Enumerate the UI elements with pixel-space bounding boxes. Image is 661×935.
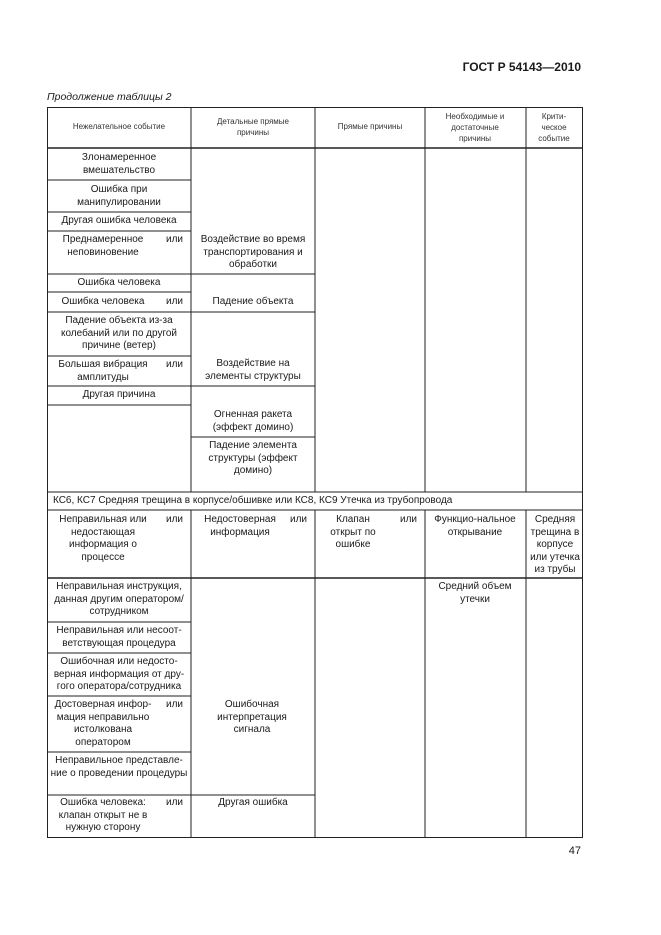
cell-s2-r4: Достоверная инфор-мация неправильно истолкована оператором xyxy=(54,699,152,748)
or-label: или xyxy=(166,514,184,525)
cell-s1-r6: Ошибка человека xyxy=(61,296,145,307)
or-label: или xyxy=(290,514,308,525)
cell-s2-c2-r1: Ошибочная интерпретация сигнала xyxy=(217,699,287,735)
cell-s2-r6: Ошибка человека: клапан открыт не в нужную сторону xyxy=(58,797,148,833)
cell-s1-r4: Преднамеренное неповиновение xyxy=(62,234,144,258)
or-label: или xyxy=(166,296,184,307)
column-header-undesired-event: Нежелательное событие xyxy=(72,122,166,131)
cell-s2-r2: Неправильная или несоот-ветствующая процедура xyxy=(56,625,182,649)
or-label: или xyxy=(166,797,184,808)
s2-header-col5: Средняя трещина в корпусе или утечка из трубы xyxy=(530,514,580,575)
page-number: 47 xyxy=(568,845,581,857)
cell-s2-r3: Ошибочная или недосто-верная информация от дру-гого оператора/сотрудника xyxy=(53,656,185,692)
cell-s2-c2-r2: Другая ошибка xyxy=(218,797,288,808)
column-header-direct-causes: Прямые причины xyxy=(337,122,403,131)
cell-s2-r1: Неправильная инструкция, данная другим оператором/ сотрудником xyxy=(54,581,184,617)
table-caption: Продолжение таблицы 2 xyxy=(47,91,172,103)
document-code: ГОСТ Р 54143—2010 xyxy=(462,60,581,74)
cell-s1-c2-r4: Огненная ракета (эффект домино) xyxy=(212,409,294,433)
s2-header-col1: Неправильная или недостающая информация о процессе xyxy=(59,514,147,563)
cell-s1-r8: Большая вибрация амплитуды xyxy=(58,359,148,383)
cell-s1-r9: Другая причина xyxy=(82,389,156,400)
or-label: или xyxy=(166,699,184,710)
cell-s1-c2-r2: Падение объекта xyxy=(212,296,294,307)
section-title: КС6, КС7 Средняя трещина в корпусе/обшивке или КС8, КС9 Утечка из трубопровода xyxy=(53,495,453,506)
or-label: или xyxy=(400,514,418,525)
cell-s1-c2-r1: Воздействие во время транспортирования и обработки xyxy=(200,234,306,270)
cell-s1-r5: Ошибка человека xyxy=(77,277,161,288)
s2-header-col2: Недостоверная информация xyxy=(204,514,276,538)
s2-header-col4: Функцио-нальное открывание xyxy=(434,514,516,538)
or-label: или xyxy=(166,359,184,370)
s2-header-col3: Клапан открыт по ошибке xyxy=(330,514,376,550)
cell-s1-r2: Ошибка при манипулировании xyxy=(77,184,161,208)
column-header-detailed-causes: Детальные прямые причины xyxy=(216,117,290,137)
cell-s1-c2-r5: Падение элемента структуры (эффект домино) xyxy=(208,440,298,476)
cell-s1-r3: Другая ошибка человека xyxy=(61,215,177,226)
cell-s1-c2-r3: Воздействие на элементы структуры xyxy=(205,358,301,382)
column-header-critical-event: Крити-ческое событие xyxy=(538,112,570,143)
column-header-necessary-causes: Необходимые и достаточные причины xyxy=(445,112,505,143)
cell-s2-c4: Средний объем утечки xyxy=(438,581,512,605)
cell-s1-r7: Падение объекта из-за колебаний или по другой причине (ветер) xyxy=(60,315,178,351)
or-label: или xyxy=(166,234,184,245)
cell-s2-r5: Неправильное представле-ние о проведении процедуры xyxy=(50,755,188,779)
cell-s1-r1: Злонамеренное вмешательство xyxy=(81,152,157,176)
